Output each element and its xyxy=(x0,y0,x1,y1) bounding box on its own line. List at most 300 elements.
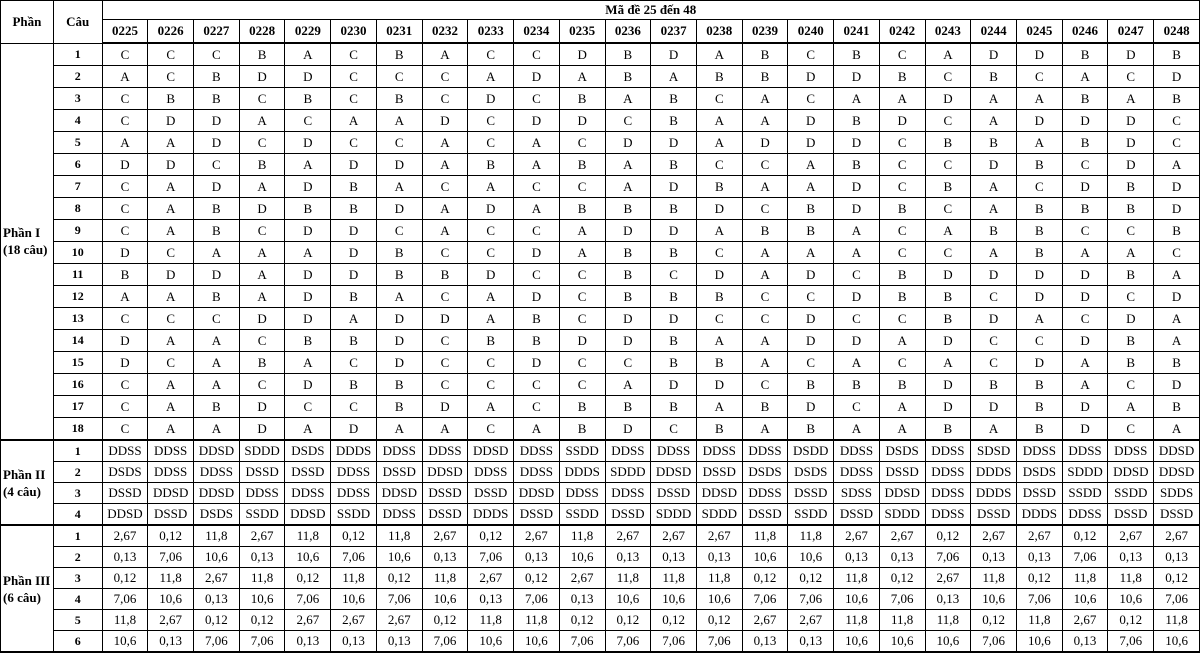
answer-cell: 10,6 xyxy=(102,631,148,653)
answer-cell: D xyxy=(1108,43,1154,66)
answer-cell: D xyxy=(651,374,697,396)
answer-cell: D xyxy=(1108,308,1154,330)
answer-cell: D xyxy=(514,242,560,264)
answer-cell: B xyxy=(696,66,742,88)
answer-cell: 0,13 xyxy=(468,589,514,610)
answer-cell: A xyxy=(559,220,605,242)
answer-row xyxy=(1,176,1200,198)
answer-cell: D xyxy=(651,132,697,154)
exam-codes-row xyxy=(1,20,1200,44)
answer-cell: 2,67 xyxy=(1016,525,1062,547)
question-number: 6 xyxy=(53,154,102,176)
answer-cell: B xyxy=(1062,88,1108,110)
answer-cell: B xyxy=(194,396,240,418)
answer-cell: DSDS xyxy=(194,504,240,526)
answer-cell: D xyxy=(376,308,422,330)
answer-row xyxy=(1,440,1200,462)
answer-cell: C xyxy=(1108,418,1154,441)
answer-cell: DDSS xyxy=(331,483,377,504)
answer-cell: A xyxy=(788,242,834,264)
answer-row xyxy=(1,264,1200,286)
answer-cell: C xyxy=(102,308,148,330)
answer-cell: A xyxy=(834,220,880,242)
answer-cell: B xyxy=(559,418,605,441)
answer-cell: D xyxy=(514,352,560,374)
answer-cell: C xyxy=(925,110,971,132)
answer-cell: C xyxy=(514,264,560,286)
answer-cell: DSSD xyxy=(422,504,468,526)
answer-cell: D xyxy=(331,242,377,264)
answer-cell: B xyxy=(194,88,240,110)
answer-cell: D xyxy=(514,66,560,88)
answer-cell: C xyxy=(971,330,1017,352)
answer-cell: B xyxy=(376,88,422,110)
answer-cell: A xyxy=(194,330,240,352)
answer-cell: B xyxy=(331,198,377,220)
answer-cell: 11,8 xyxy=(879,610,925,631)
answer-cell: D xyxy=(925,264,971,286)
answer-cell: A xyxy=(696,43,742,66)
answer-cell: B xyxy=(834,374,880,396)
part-question-count: (4 câu) xyxy=(3,483,41,499)
answer-cell: 0,13 xyxy=(651,547,697,568)
answer-cell: D xyxy=(925,88,971,110)
answer-cell: C xyxy=(788,43,834,66)
answer-cell: A xyxy=(422,43,468,66)
part-label-cell xyxy=(1,43,54,440)
answer-cell: DDDS xyxy=(331,440,377,462)
answer-cell: SDDD xyxy=(605,462,651,483)
question-number: 8 xyxy=(53,198,102,220)
answer-cell: A xyxy=(1154,154,1200,176)
answer-cell: 7,06 xyxy=(1108,631,1154,653)
answer-cell: A xyxy=(1062,66,1108,88)
answer-cell: 0,12 xyxy=(925,525,971,547)
answer-cell: 0,12 xyxy=(468,525,514,547)
answer-cell: 7,06 xyxy=(514,589,560,610)
answer-cell: D xyxy=(376,330,422,352)
answer-cell: C xyxy=(514,176,560,198)
answer-cell: C xyxy=(742,308,788,330)
answer-cell: D xyxy=(788,264,834,286)
answer-cell: D xyxy=(285,374,331,396)
answer-cell: B xyxy=(239,43,285,66)
answer-cell: C xyxy=(422,176,468,198)
answer-cell: C xyxy=(1108,374,1154,396)
answer-cell: B xyxy=(1154,352,1200,374)
answer-cell: B xyxy=(651,352,697,374)
answer-cell: 11,8 xyxy=(834,610,880,631)
answer-cell: A xyxy=(468,286,514,308)
answer-cell: D xyxy=(605,418,651,441)
answer-cell: C xyxy=(285,396,331,418)
question-number: 1 xyxy=(53,440,102,462)
answer-cell: A xyxy=(102,66,148,88)
answer-cell: C xyxy=(102,374,148,396)
answer-cell: C xyxy=(331,396,377,418)
answer-cell: D xyxy=(834,286,880,308)
answer-cell: C xyxy=(468,242,514,264)
answer-cell: A xyxy=(422,132,468,154)
answer-cell: B xyxy=(742,396,788,418)
answer-cell: A xyxy=(971,88,1017,110)
answer-cell: B xyxy=(514,330,560,352)
answer-cell: SSDD xyxy=(559,440,605,462)
answer-cell: DDSD xyxy=(285,504,331,526)
question-number: 5 xyxy=(53,610,102,631)
answer-cell: A xyxy=(376,418,422,441)
answer-cell: B xyxy=(194,220,240,242)
answer-cell: D xyxy=(925,330,971,352)
answer-row xyxy=(1,547,1200,568)
answer-cell: SDDD xyxy=(1062,462,1108,483)
answer-cell: D xyxy=(331,220,377,242)
answer-cell: 7,06 xyxy=(1016,589,1062,610)
answer-cell: B xyxy=(834,154,880,176)
question-number: 3 xyxy=(53,483,102,504)
answer-cell: A xyxy=(605,154,651,176)
answer-cell: 0,12 xyxy=(696,610,742,631)
answer-cell: 0,13 xyxy=(1016,547,1062,568)
answer-cell: A xyxy=(285,154,331,176)
answer-cell: 11,8 xyxy=(605,568,651,589)
answer-cell: B xyxy=(1108,198,1154,220)
answer-cell: 10,6 xyxy=(239,589,285,610)
answer-cell: A xyxy=(696,330,742,352)
answer-cell: B xyxy=(651,88,697,110)
answer-cell: A xyxy=(239,286,285,308)
answer-cell: B xyxy=(1108,352,1154,374)
answer-cell: C xyxy=(971,286,1017,308)
answer-cell: C xyxy=(1108,286,1154,308)
answer-cell: B xyxy=(331,176,377,198)
answer-cell: B xyxy=(925,418,971,441)
answer-cell: B xyxy=(1016,374,1062,396)
answer-cell: B xyxy=(651,242,697,264)
answer-cell: A xyxy=(148,286,194,308)
answer-row xyxy=(1,154,1200,176)
answer-cell: D xyxy=(514,286,560,308)
answer-cell: B xyxy=(696,418,742,441)
answer-cell: C xyxy=(148,66,194,88)
answer-cell: C xyxy=(331,352,377,374)
answer-cell: B xyxy=(1154,396,1200,418)
answer-cell: 2,67 xyxy=(1062,610,1108,631)
answer-cell: D xyxy=(971,264,1017,286)
answer-cell: C xyxy=(696,242,742,264)
answer-cell: A xyxy=(422,220,468,242)
answer-cell: D xyxy=(1062,286,1108,308)
answer-cell: C xyxy=(148,43,194,66)
answer-cell: 11,8 xyxy=(514,610,560,631)
answer-cell: 10,6 xyxy=(696,589,742,610)
answer-cell: D xyxy=(194,110,240,132)
answer-cell: 0,12 xyxy=(1154,568,1200,589)
answer-cell: A xyxy=(376,286,422,308)
answer-cell: D xyxy=(971,308,1017,330)
answer-cell: D xyxy=(239,418,285,441)
answer-cell: D xyxy=(285,308,331,330)
answer-cell: B xyxy=(376,242,422,264)
answer-cell: 0,13 xyxy=(1062,631,1108,653)
answer-cell: C xyxy=(422,88,468,110)
answer-cell: DDSD xyxy=(879,483,925,504)
answer-cell: 0,12 xyxy=(239,610,285,631)
answer-cell: 7,06 xyxy=(102,589,148,610)
answer-cell: DDSD xyxy=(468,440,514,462)
answer-cell: D xyxy=(239,308,285,330)
answer-cell: D xyxy=(971,396,1017,418)
answer-cell: C xyxy=(971,352,1017,374)
answer-cell: D xyxy=(376,352,422,374)
answer-cell: B xyxy=(879,374,925,396)
answer-cell: A xyxy=(1062,352,1108,374)
answer-cell: DSSD xyxy=(514,504,560,526)
answer-cell: D xyxy=(376,154,422,176)
answer-cell: 10,6 xyxy=(1062,589,1108,610)
answer-cell: 2,67 xyxy=(559,568,605,589)
answer-cell: SSDD xyxy=(239,504,285,526)
question-number: 17 xyxy=(53,396,102,418)
exam-code-header: 0234 xyxy=(514,20,560,44)
answer-cell: DDSS xyxy=(925,504,971,526)
answer-cell: 11,8 xyxy=(102,610,148,631)
answer-cell: 2,67 xyxy=(331,610,377,631)
answer-cell: B xyxy=(696,352,742,374)
answer-cell: A xyxy=(376,176,422,198)
part-label-cell xyxy=(1,440,54,525)
answer-cell: A xyxy=(834,242,880,264)
answer-cell: A xyxy=(1154,264,1200,286)
answer-cell: 0,13 xyxy=(194,589,240,610)
part-label: Phần III xyxy=(3,572,51,588)
answer-cell: D xyxy=(971,43,1017,66)
answer-cell: C xyxy=(102,110,148,132)
answer-cell: A xyxy=(879,88,925,110)
answer-cell: A xyxy=(285,242,331,264)
answer-cell: B xyxy=(879,198,925,220)
answer-cell: DDSS xyxy=(514,462,560,483)
answer-cell: 0,13 xyxy=(148,631,194,653)
answer-cell: 2,67 xyxy=(102,525,148,547)
exam-code-header: 0244 xyxy=(971,20,1017,44)
answer-cell: 7,06 xyxy=(148,547,194,568)
answer-cell: B xyxy=(1062,132,1108,154)
answer-cell: 2,67 xyxy=(148,610,194,631)
answer-cell: D xyxy=(925,374,971,396)
answer-cell: A xyxy=(742,110,788,132)
answer-cell: C xyxy=(102,418,148,441)
answer-row xyxy=(1,352,1200,374)
answer-cell: B xyxy=(651,330,697,352)
answer-cell: A xyxy=(194,352,240,374)
answer-cell: C xyxy=(514,220,560,242)
question-column-header: Câu xyxy=(53,1,102,44)
answer-cell: B xyxy=(605,396,651,418)
answer-cell: C xyxy=(102,88,148,110)
answer-cell: 0,13 xyxy=(971,547,1017,568)
answer-cell: 0,12 xyxy=(651,610,697,631)
exam-code-header: 0230 xyxy=(331,20,377,44)
answer-cell: D xyxy=(1154,286,1200,308)
answer-cell: C xyxy=(468,418,514,441)
question-number: 16 xyxy=(53,374,102,396)
answer-cell: C xyxy=(879,352,925,374)
answer-cell: B xyxy=(559,198,605,220)
answer-cell: 7,06 xyxy=(422,631,468,653)
answer-cell: 10,6 xyxy=(285,547,331,568)
answer-row xyxy=(1,286,1200,308)
answer-cell: DDSD xyxy=(1154,462,1200,483)
answer-cell: DSSD xyxy=(239,462,285,483)
question-number: 4 xyxy=(53,504,102,526)
answer-cell: D xyxy=(971,154,1017,176)
table-body xyxy=(1,43,1200,652)
answer-cell: C xyxy=(879,176,925,198)
answer-cell: DDSS xyxy=(559,483,605,504)
answer-cell: B xyxy=(1108,330,1154,352)
answer-cell: A xyxy=(468,66,514,88)
answer-cell: A xyxy=(514,198,560,220)
answer-cell: 0,13 xyxy=(376,631,422,653)
answer-cell: B xyxy=(239,154,285,176)
answer-cell: DDSS xyxy=(285,483,331,504)
answer-cell: C xyxy=(742,374,788,396)
answer-cell: 10,6 xyxy=(742,547,788,568)
answer-cell: 10,6 xyxy=(148,589,194,610)
answer-cell: A xyxy=(102,286,148,308)
answer-cell: B xyxy=(651,110,697,132)
answer-cell: 2,67 xyxy=(605,525,651,547)
answer-cell: B xyxy=(742,43,788,66)
answer-cell: A xyxy=(834,418,880,441)
answer-cell: A xyxy=(1062,374,1108,396)
answer-cell: C xyxy=(559,132,605,154)
answer-cell: 7,06 xyxy=(239,631,285,653)
exam-code-header: 0227 xyxy=(194,20,240,44)
answer-row xyxy=(1,462,1200,483)
answer-cell: D xyxy=(1062,418,1108,441)
answer-cell: D xyxy=(1062,396,1108,418)
answer-cell: D xyxy=(788,66,834,88)
answer-cell: D xyxy=(102,330,148,352)
answer-cell: C xyxy=(1062,220,1108,242)
answer-cell: A xyxy=(742,330,788,352)
answer-cell: D xyxy=(1016,110,1062,132)
answer-cell: C xyxy=(102,43,148,66)
answer-cell: DDSS xyxy=(102,440,148,462)
answer-cell: A xyxy=(1154,418,1200,441)
answer-cell: B xyxy=(148,88,194,110)
answer-cell: C xyxy=(834,264,880,286)
answer-cell: DSDS xyxy=(1016,462,1062,483)
exam-code-header: 0226 xyxy=(148,20,194,44)
answer-cell: A xyxy=(651,66,697,88)
answer-cell: 10,6 xyxy=(1154,631,1200,653)
question-number: 3 xyxy=(53,568,102,589)
answer-row xyxy=(1,504,1200,526)
answer-cell: A xyxy=(102,132,148,154)
answer-cell: 2,67 xyxy=(239,525,285,547)
answer-cell: A xyxy=(696,396,742,418)
answer-cell: C xyxy=(514,374,560,396)
answer-cell: A xyxy=(148,396,194,418)
answer-cell: D xyxy=(1108,154,1154,176)
answer-cell: DDSS xyxy=(925,440,971,462)
answer-cell: D xyxy=(788,396,834,418)
answer-cell: 7,06 xyxy=(879,589,925,610)
answer-cell: C xyxy=(194,308,240,330)
answer-cell: D xyxy=(788,110,834,132)
answer-cell: C xyxy=(331,66,377,88)
answer-cell: D xyxy=(468,264,514,286)
answer-cell: B xyxy=(376,374,422,396)
answer-cell: C xyxy=(834,396,880,418)
answer-cell: 0,12 xyxy=(194,610,240,631)
part-question-count: (18 câu) xyxy=(3,242,48,258)
answer-row xyxy=(1,66,1200,88)
answer-cell: A xyxy=(879,418,925,441)
answer-cell: D xyxy=(194,132,240,154)
answer-cell: B xyxy=(696,286,742,308)
answer-cell: 0,13 xyxy=(605,547,651,568)
answer-cell: 0,12 xyxy=(514,568,560,589)
answer-cell: 7,06 xyxy=(285,589,331,610)
answer-cell: B xyxy=(788,418,834,441)
answer-cell: 11,8 xyxy=(1154,610,1200,631)
part-label: Phần II xyxy=(3,466,46,482)
answer-cell: D xyxy=(1062,264,1108,286)
answer-cell: 0,13 xyxy=(742,631,788,653)
answer-cell: B xyxy=(559,396,605,418)
answer-row xyxy=(1,374,1200,396)
exam-code-header: 0238 xyxy=(696,20,742,44)
answer-cell: DDSD xyxy=(651,462,697,483)
answer-cell: DSSD xyxy=(1108,504,1154,526)
answer-cell: D xyxy=(1062,330,1108,352)
answer-cell: A xyxy=(925,352,971,374)
answer-cell: D xyxy=(788,132,834,154)
answer-cell: C xyxy=(879,43,925,66)
answer-cell: A xyxy=(331,110,377,132)
answer-cell: C xyxy=(422,374,468,396)
answer-cell: 7,06 xyxy=(1154,589,1200,610)
answer-cell: B xyxy=(879,286,925,308)
answer-cell: DDSS xyxy=(376,440,422,462)
answer-cell: D xyxy=(331,418,377,441)
answer-cell: A xyxy=(468,396,514,418)
exam-code-header: 0229 xyxy=(285,20,331,44)
answer-cell: C xyxy=(834,308,880,330)
answer-cell: 7,06 xyxy=(468,547,514,568)
answer-cell: DDSD xyxy=(1154,440,1200,462)
answer-cell: A xyxy=(925,43,971,66)
answer-cell: 10,6 xyxy=(605,589,651,610)
answer-cell: D xyxy=(1016,352,1062,374)
question-number: 4 xyxy=(53,589,102,610)
answer-cell: C xyxy=(651,418,697,441)
answer-cell: B xyxy=(1016,396,1062,418)
answer-cell: B xyxy=(1016,220,1062,242)
answer-cell: 10,6 xyxy=(376,547,422,568)
answer-cell: A xyxy=(696,110,742,132)
answer-cell: D xyxy=(285,220,331,242)
exam-code-header: 0236 xyxy=(605,20,651,44)
answer-cell: D xyxy=(651,220,697,242)
answer-cell: B xyxy=(605,242,651,264)
answer-cell: A xyxy=(971,242,1017,264)
answer-cell: 11,8 xyxy=(422,568,468,589)
